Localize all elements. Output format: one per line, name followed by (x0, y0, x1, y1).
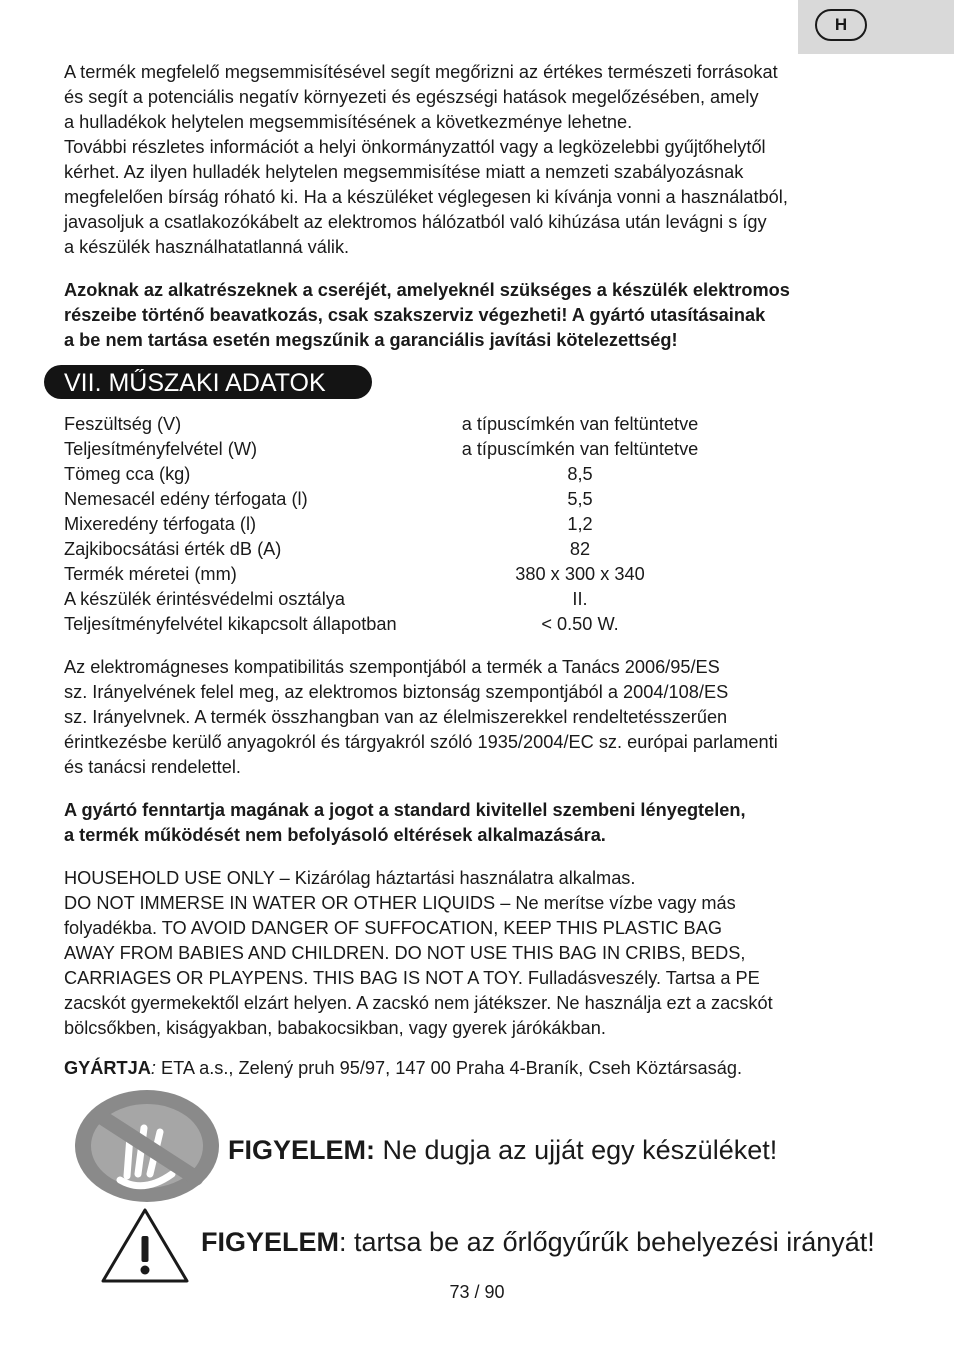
specs-table (64, 412, 864, 637)
spec-row (64, 437, 864, 462)
language-badge: H (815, 9, 867, 41)
text-line: a be nem tartása esetén megszűnik a garanciális javítási kötelezettség! (64, 330, 678, 350)
text-line: bölcsőkben, kiságyakban, babakocsikban, vagy gyerek járókákban. (64, 1018, 606, 1038)
text-line: és tanácsi rendelettel. (64, 757, 241, 777)
text-line: a hulladékok helytelen megsemmisítésének a következménye lehetne. (64, 112, 633, 132)
spec-label: Termék méretei (mm) (64, 564, 237, 584)
text-line: A termék megfelelő megsemmisítésével segít megőrizni az értékes természeti forrásokat (64, 62, 778, 82)
text-line: A gyártó fenntartja magának a jogot a standard kivitellel szembeni lényegtelen, (64, 800, 746, 820)
spec-value: 82 (569, 539, 591, 559)
text-line: HOUSEHOLD USE ONLY – Kizárólag háztartási használatra alkalmas. (64, 868, 636, 888)
warning-triangle-icon (100, 1206, 190, 1284)
spec-row (64, 587, 864, 612)
warning-keyword: FIGYELEM: (228, 1135, 375, 1165)
text-line: kérhet. Az ilyen hulladék helytelen megsemmisítése miatt a nemzeti szabályozásnak (64, 162, 744, 182)
spec-value: a típuscímkén van feltüntetve (461, 439, 699, 459)
disposal-paragraph (64, 60, 894, 260)
text-line: megfelelően bírság róható ki. Ha a készüléket véglegesen ki kívánja vonni a használatból, (64, 187, 788, 207)
spec-row (64, 612, 864, 637)
spec-label: Nemesacél edény térfogata (l) (64, 489, 308, 509)
spec-row (64, 412, 864, 437)
section-title: VII. MŰSZAKI ADATOK (44, 365, 372, 399)
no-fingers-icon (72, 1088, 222, 1204)
warning-keyword: FIGYELEM (201, 1227, 340, 1257)
emc-paragraph (64, 655, 894, 780)
spec-row (64, 562, 864, 587)
spec-label: A készülék érintésvédelmi osztálya (64, 589, 346, 609)
spec-value: < 0.50 W. (541, 614, 619, 634)
text-line: érintkezésbe kerülő anyagokról és tárgyakról szóló 1935/2004/EC sz. európai parlamenti (64, 732, 778, 752)
maker-line (64, 1056, 894, 1081)
spec-value: a típuscímkén van feltüntetve (461, 414, 699, 434)
warning-rings (201, 1225, 875, 1259)
spec-value: 380 x 300 x 340 (515, 564, 645, 584)
warning-text: : tartsa be az őrlőgyűrűk behelyezési irányát! (339, 1227, 875, 1257)
text-line: CARRIAGES OR PLAYPENS. THIS BAG IS NOT A TOY. Fulladásveszély. Tartsa a PE (64, 968, 760, 988)
page-number: 73 / 90 (449, 1282, 505, 1302)
household-paragraph (64, 866, 894, 1041)
maker-label: GYÁRTJA (64, 1058, 151, 1078)
warning-fingers (228, 1133, 777, 1167)
maker-address: ETA a.s., Zelený pruh 95/97, 147 00 Praha 4-Braník, Cseh Köztársaság. (155, 1058, 742, 1078)
text-line: További részletes információt a helyi önkormányzattól vagy a legközelebbi gyűjtőhelytől (64, 137, 766, 157)
spec-label: Zajkibocsátási érték dB (A) (64, 539, 282, 559)
spec-label: Teljesítményfelvétel (W) (64, 439, 258, 459)
spec-value: II. (572, 589, 588, 609)
text-line: részeibe történő beavatkozás, csak szakszerviz végezheti! A gyártó utasításainak (64, 305, 766, 325)
maker-text-line (64, 1056, 894, 1081)
text-line: Azoknak az alkatrészeknek a cseréjét, amelyeknél szükséges a készülék elektromos (64, 280, 790, 300)
text-line: a termék működését nem befolyásoló eltérések alkalmazására. (64, 825, 606, 845)
text-line: AWAY FROM BABIES AND CHILDREN. DO NOT USE THIS BAG IN CRIBS, BEDS, (64, 943, 746, 963)
spec-value: 1,2 (567, 514, 593, 534)
text-line: folyadékba. TO AVOID DANGER OF SUFFOCATION, KEEP THIS PLASTIC BAG (64, 918, 722, 938)
spec-value: 8,5 (567, 464, 593, 484)
text-line: javasoljuk a csatlakozókábelt az elektromos hálózatból való kihúzása után levágni s így (64, 212, 767, 232)
maker-colon: : (150, 1058, 156, 1078)
spec-row (64, 537, 864, 562)
text-line: DO NOT IMMERSE IN WATER OR OTHER LIQUIDS – Ne merítse vízbe vagy más (64, 893, 736, 913)
warning-text: Ne dugja az ujját egy készüléket! (375, 1135, 778, 1165)
spec-row (64, 462, 864, 487)
text-line: és segít a potenciális negatív környezeti és egészségi hatások megelőzésében, amely (64, 87, 759, 107)
manufacturer-right-notice (64, 798, 894, 848)
spec-value: 5,5 (567, 489, 593, 509)
service-notice (64, 278, 894, 353)
spec-row (64, 487, 864, 512)
text-line: Az elektromágneses kompatibilitás szempontjából a termék a Tanács 2006/95/ES (64, 657, 720, 677)
spec-label: Mixeredény térfogata (l) (64, 514, 257, 534)
spec-label: Teljesítményfelvétel kikapcsolt állapotban (64, 614, 397, 634)
spec-label: Feszültség (V) (64, 414, 182, 434)
text-line: sz. Irányelvének felel meg, az elektromos biztonság szempontjából a 2004/108/ES (64, 682, 729, 702)
language-tab (798, 0, 954, 54)
text-line: zacskót gyermekektől elzárt helyen. A zacskó nem játékszer. Ne használja ezt a zacskót (64, 993, 773, 1013)
spec-row (64, 512, 864, 537)
text-line: sz. Irányelvnek. A termék összhangban van az élelmiszerekkel rendeltetésszerűen (64, 707, 728, 727)
text-line: a készülék használhatatlanná válik. (64, 237, 350, 257)
spec-label: Tömeg cca (kg) (64, 464, 191, 484)
